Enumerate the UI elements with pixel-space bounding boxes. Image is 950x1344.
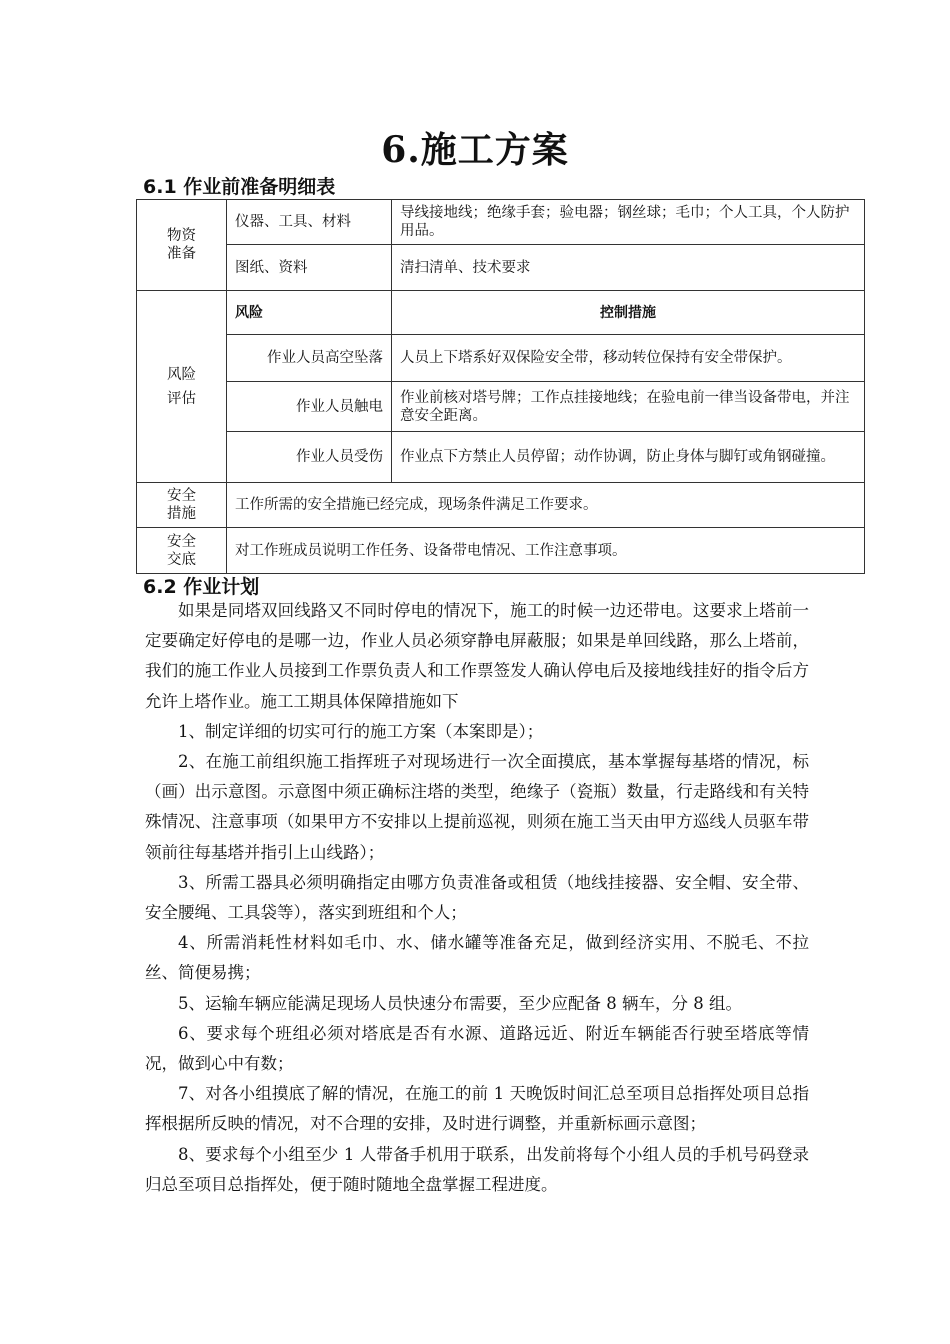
table-row [137, 432, 865, 483]
paragraph: 7、对各小组摸底了解的情况，在施工的前 1 天晚饭时间汇总至项目总指挥处项目总指挥根据所反映的情况，对不合理的安排，及时进行调整，并重新标画示意图； [145, 1084, 809, 1134]
safety-measures-content: 工作所需的安全措施已经完成，现场条件满足工作要求。 [227, 483, 865, 528]
preparation-table [136, 199, 865, 574]
risk-item: 作业人员触电 [227, 382, 392, 432]
table-row [137, 291, 865, 335]
risk-measure: 作业前核对塔号牌；工作点挂接地线；在验电前一律当设备带电，并注意安全距离。 [392, 382, 865, 432]
paragraph: 2、在施工前组织施工指挥班子对现场进行一次全面摸底，基本掌握每基塔的情况，标（画）出示意图。示意图中须正确标注塔的类型，绝缘子（瓷瓶）数量，行走路线和有关特殊情况、注意事项（如果甲方不安排以上提前巡视，则须在施工当天由甲方巡线人员驱车带领前往每基塔并指引上山线路）； [145, 752, 809, 862]
category-safety-measures: 安全 措施 [137, 483, 227, 528]
paragraph: 4、所需消耗性材料如毛巾、水、储水罐等准备充足，做到经济实用、不脱毛、不拉丝、简便易携； [145, 933, 809, 983]
section-heading-plan: 6.2 作业计划 [143, 576, 260, 598]
category-materials: 物资 准备 [137, 200, 227, 291]
paragraph: 3、所需工器具必须明确指定由哪方负责准备或租赁（地线挂接器、安全帽、安全带、安全腰绳、工具袋等），落实到班组和个人； [145, 872, 809, 923]
paragraph: 5、运输车辆应能满足现场人员快速分布需要，至少应配备 8 辆车，分 8 组。 [178, 993, 742, 1013]
risk-item: 作业人员受伤 [227, 432, 392, 483]
materials-content: 导线接地线；绝缘手套；验电器；钢丝球；毛巾；个人工具，个人防护用品。 [392, 200, 865, 245]
paragraph: 6、要求每个班组必须对塔底是否有水源、道路远近、附近车辆能否行驶至塔底等情况，做到心中有数； [145, 1023, 809, 1074]
table-row [137, 335, 865, 382]
page-title: 6.施工方案 [381, 129, 569, 171]
table-row [137, 200, 865, 245]
work-plan-body [145, 596, 809, 1200]
paragraph: 8、要求每个小组至少 1 人带备手机用于联系，出发前将每个小组人员的手机号码登录归总至项目总指挥处，便于随时随地全盘掌握工程进度。 [145, 1144, 809, 1194]
risk-measure: 人员上下塔系好双保险安全带，移动转位保持有安全带保护。 [392, 335, 865, 382]
category-risk: 风险 评估 [137, 291, 227, 483]
materials-item: 图纸、资料 [227, 245, 392, 291]
materials-item: 仪器、工具、材料 [227, 200, 392, 245]
risk-header: 风险 [227, 291, 392, 335]
table-row [137, 483, 865, 528]
materials-content: 清扫清单、技术要求 [392, 245, 865, 291]
measures-header: 控制措施 [392, 291, 865, 335]
paragraph: 如果是同塔双回线路又不同时停电的情况下，施工的时候一边还带电。这要求上塔前一定要确定好停电的是哪一边，作业人员必须穿静电屏蔽服；如果是单回线路，那么上塔前，我们的施工作业人员接到工作票负责人和工作票签发人确认停电后及接地线挂好的指令后方允许上塔作业。施工工期具体保障措施如下 [145, 601, 809, 711]
table-row [137, 245, 865, 291]
table-row [137, 382, 865, 432]
table-row [137, 528, 865, 574]
safety-briefing-content: 对工作班成员说明工作任务、设备带电情况、工作注意事项。 [227, 528, 865, 574]
risk-item: 作业人员高空坠落 [227, 335, 392, 382]
paragraph: 1、制定详细的切实可行的施工方案（本案即是）； [178, 721, 544, 741]
category-safety-briefing: 安全 交底 [137, 528, 227, 574]
section-heading-prep: 6.1 作业前准备明细表 [143, 176, 336, 198]
risk-measure: 作业点下方禁止人员停留；动作协调，防止身体与脚钉或角钢碰撞。 [392, 432, 865, 483]
